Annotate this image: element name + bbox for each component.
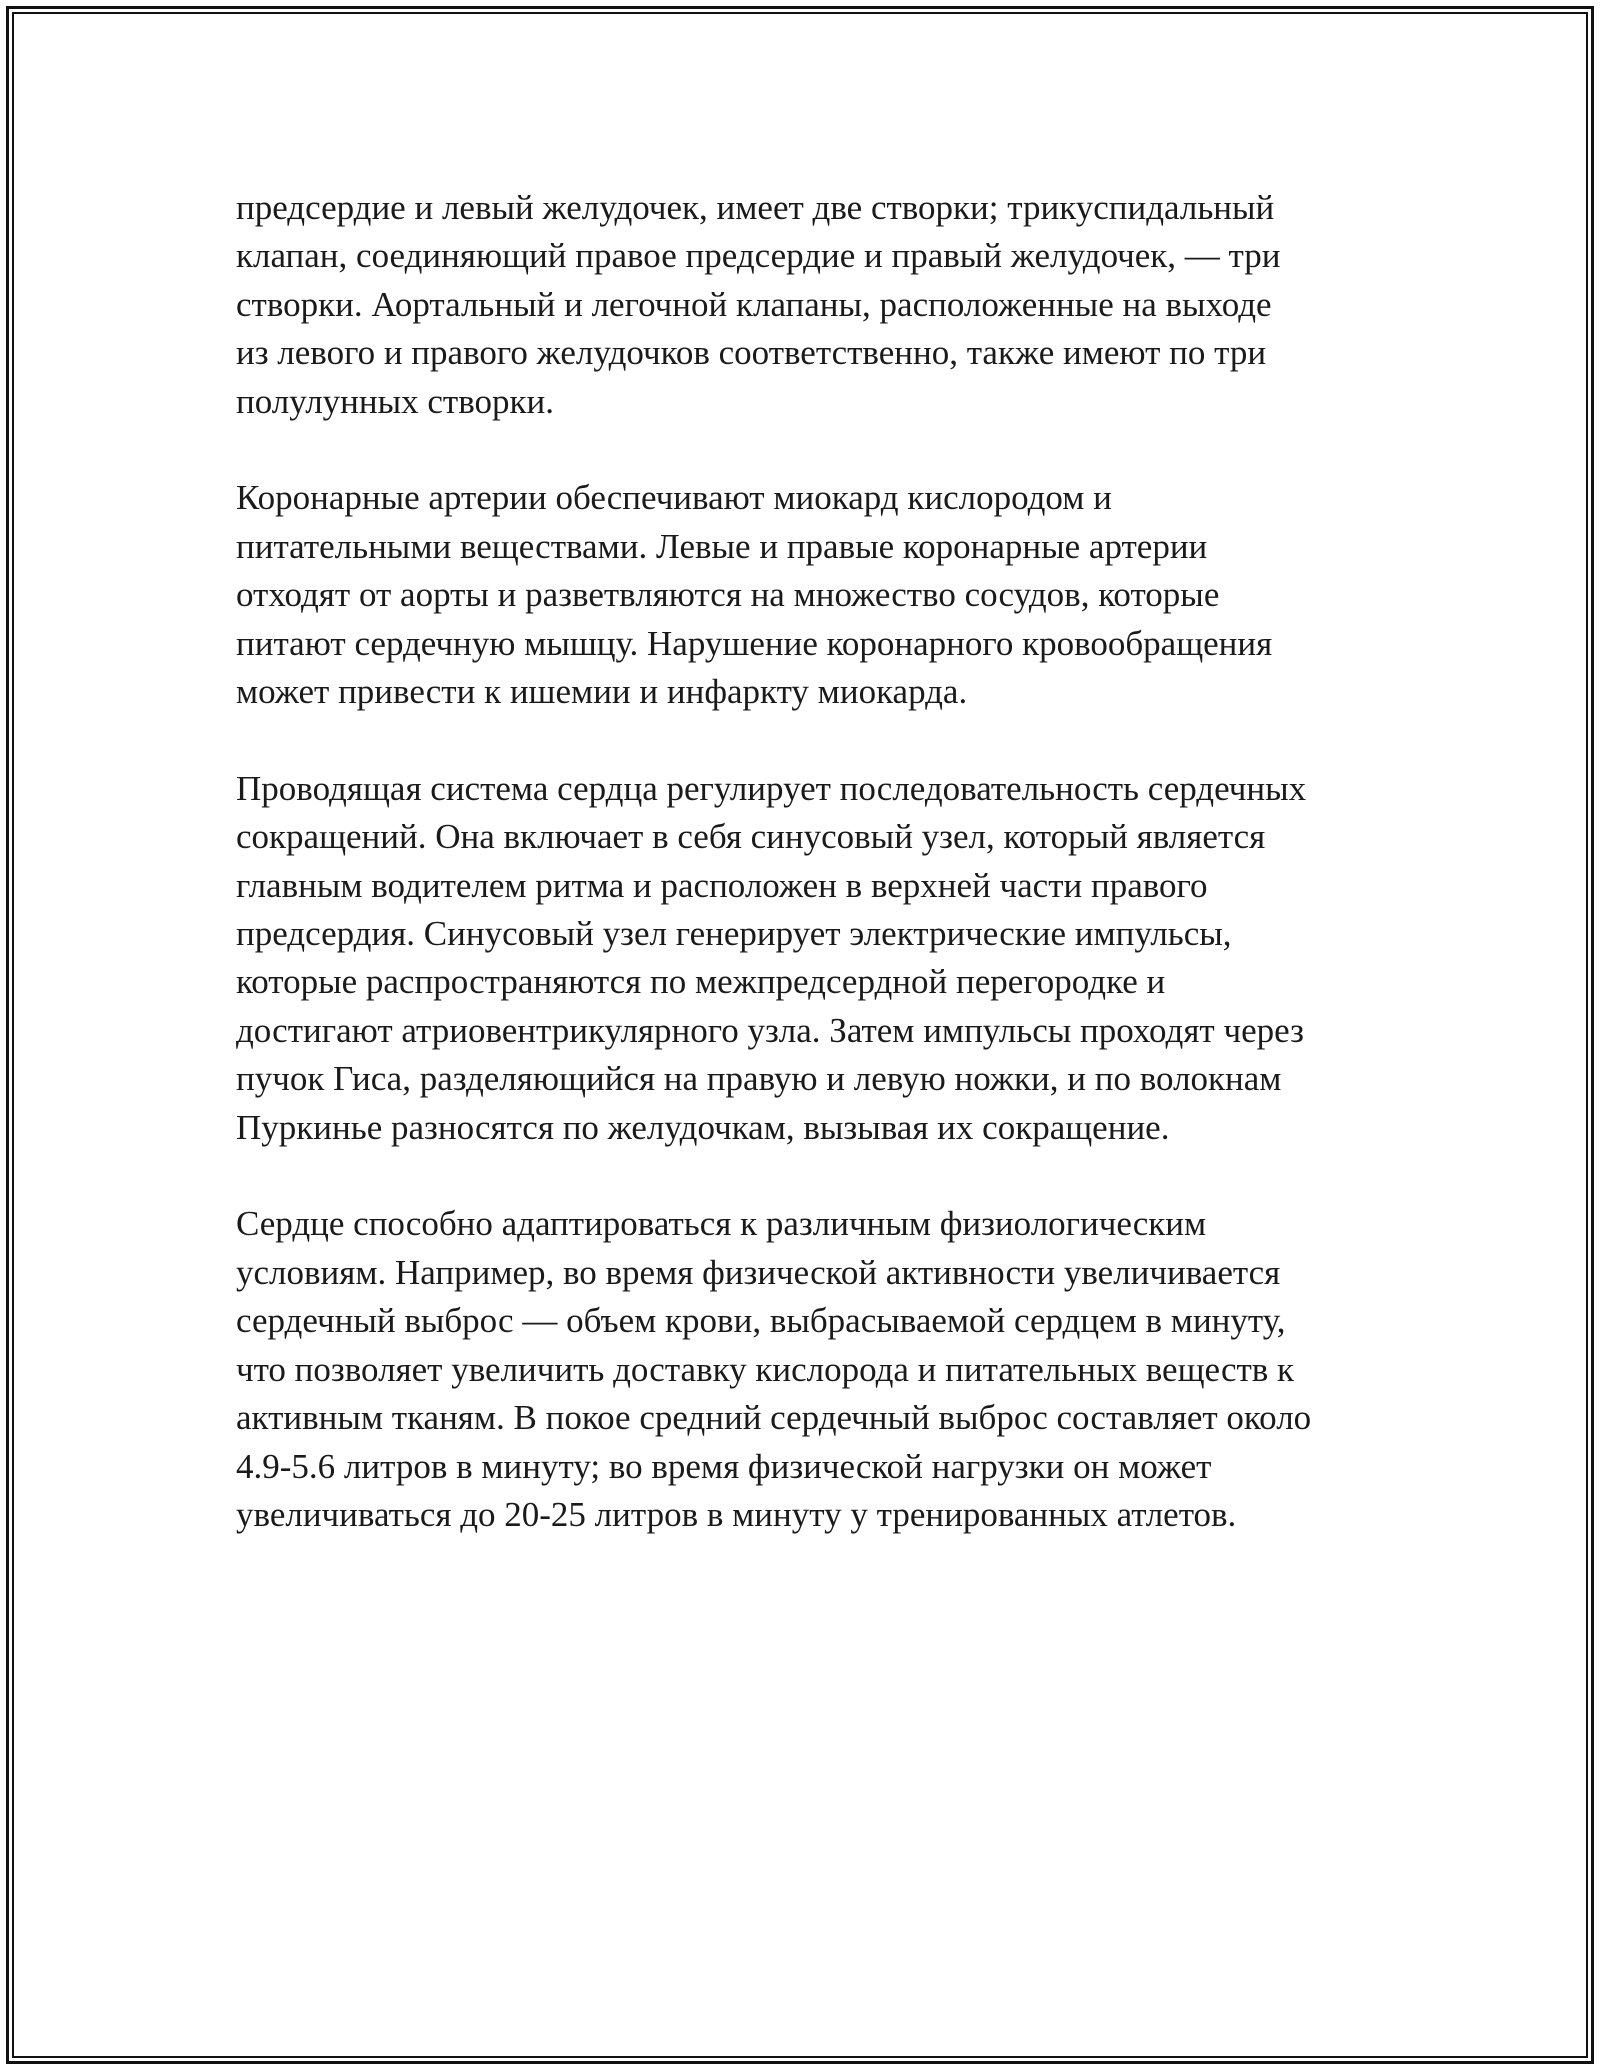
text-line: достигают атриовентрикулярного узла. Затем импульсы проходят через [236,1010,1304,1050]
text-line: сердечный выброс — объем крови, выбрасываемой сердцем в минуту, [236,1301,1286,1341]
text-line: створки. Аортальный и легочной клапаны, расположенные на выходе [236,284,1272,324]
text-line: предсердие и левый желудочек, имеет две створки; трикуспидальный [236,188,1275,227]
text-line: Коронарные артерии обеспечивают миокард кислородом и [236,478,1112,518]
text-line: отходят от аорты и разветвляются на множество сосудов, которые [236,575,1220,615]
text-line: полулунных створки. [236,381,554,421]
paragraph-coronary-arteries [236,474,1396,716]
text-line: которые распространяются по межпредсердной перегородке и [236,962,1166,1002]
text-line: может привести к ишемии и инфаркту миокарда. [236,672,968,712]
text-line: Проводящая система сердца регулирует последовательность сердечных [236,768,1307,808]
text-line: 4.9-5.6 литров в минуту; во время физической нагрузки он может [236,1446,1212,1486]
text-line: предсердия. Синусовый узел генерирует электрические импульсы, [236,914,1232,954]
text-line: активным тканям. В покое средний сердечный выброс составляет около [236,1398,1312,1438]
text-line: Сердце способно адаптироваться к различным физиологическим [236,1204,1207,1244]
document-body [236,184,1396,1588]
text-line: клапан, соединяющий правое предсердие и правый желудочек, — три [236,236,1281,276]
paragraph-conduction-system [236,765,1396,1152]
text-line: главным водителем ритма и расположен в верхней части правого [236,865,1208,905]
text-line: из левого и правого желудочков соответственно, также имеют по три [236,333,1267,373]
text-line: что позволяет увеличить доставку кислорода и питательных веществ к [236,1349,1295,1389]
text-line: увеличиваться до 20-25 литров в минуту у тренированных атлетов. [236,1494,1237,1534]
paragraph-cardiac-output [236,1200,1396,1539]
text-line: питательными веществами. Левые и правые коронарные артерии [236,526,1208,566]
text-line: Пуркинье разносятся по желудочкам, вызывая их сокращение. [236,1107,1170,1147]
text-line: пучок Гиса, разделяющийся на правую и левую ножки, и по волокнам [236,1059,1282,1099]
paragraph-heart-valves [236,184,1396,426]
text-line: условиям. Например, во время физической активности увеличивается [236,1252,1281,1292]
text-line: сокращений. Она включает в себя синусовый узел, который является [236,817,1266,857]
text-line: питают сердечную мышцу. Нарушение коронарного кровообращения [236,623,1273,663]
